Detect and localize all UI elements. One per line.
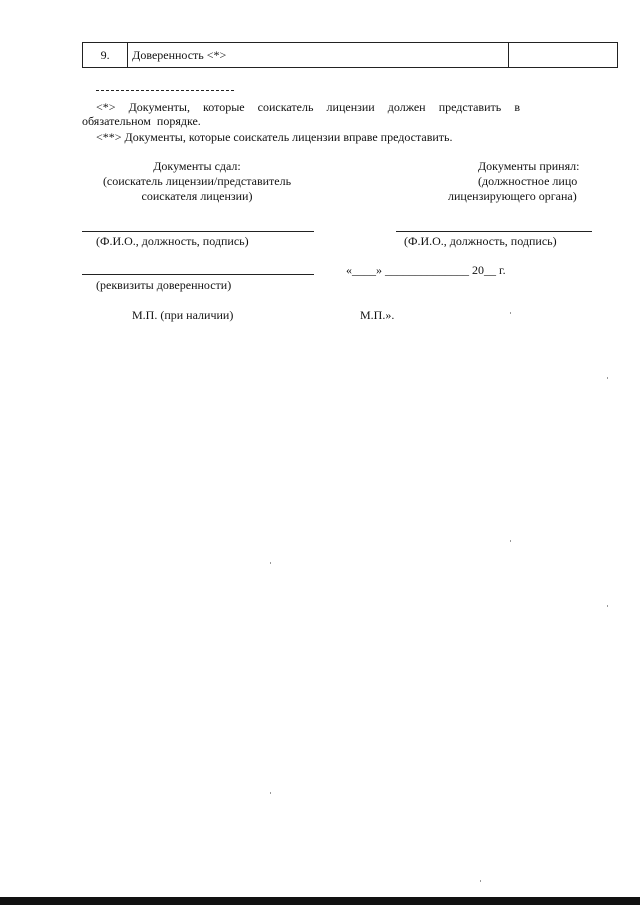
scan-speck bbox=[270, 562, 271, 564]
documents-table bbox=[82, 42, 618, 68]
submitter-stamp: М.П. (при наличии) bbox=[132, 308, 234, 322]
row-mark-cell bbox=[508, 43, 617, 68]
acceptor-stamp: М.П.». bbox=[360, 308, 395, 322]
scan-speck bbox=[510, 540, 511, 542]
scan-speck bbox=[480, 880, 481, 882]
submitter-signature-line bbox=[82, 231, 314, 232]
submitter-signature-caption: (Ф.И.О., должность, подпись) bbox=[96, 234, 249, 248]
submitted-subheading-2: соискателя лицензии) bbox=[141, 189, 253, 203]
scan-speck bbox=[510, 312, 511, 314]
power-of-attorney-line bbox=[82, 274, 314, 275]
table-row bbox=[83, 43, 618, 68]
acceptance-date: «____» ______________ 20__ г. bbox=[346, 263, 506, 277]
submitted-heading: Документы сдал: bbox=[153, 159, 241, 173]
row-document-name: Доверенность <*> bbox=[128, 43, 508, 68]
scan-speck bbox=[270, 792, 271, 794]
submitted-subheading-1: (соискатель лицензии/представитель bbox=[102, 174, 292, 188]
row-number: 9. bbox=[83, 43, 128, 68]
footnote-separator bbox=[96, 90, 234, 91]
power-of-attorney-caption: (реквизиты доверенности) bbox=[96, 278, 232, 292]
footnote-optional: <**> Документы, которые соискатель лицензии вправе предоставить. bbox=[96, 130, 453, 144]
footnote-mandatory: <*> Документы, которые соискатель лицензии должен представить в обязательном порядке. bbox=[82, 100, 520, 128]
scan-speck bbox=[607, 605, 608, 607]
accepted-subheading-1: (должностное лицо bbox=[478, 174, 578, 188]
acceptor-signature-line bbox=[396, 231, 592, 232]
scan-bottom-edge bbox=[0, 897, 640, 905]
acceptor-signature-caption: (Ф.И.О., должность, подпись) bbox=[404, 234, 557, 248]
scan-speck bbox=[607, 377, 608, 379]
accepted-subheading-2: лицензирующего органа) bbox=[448, 189, 577, 203]
accepted-heading: Документы принял: bbox=[478, 159, 580, 173]
